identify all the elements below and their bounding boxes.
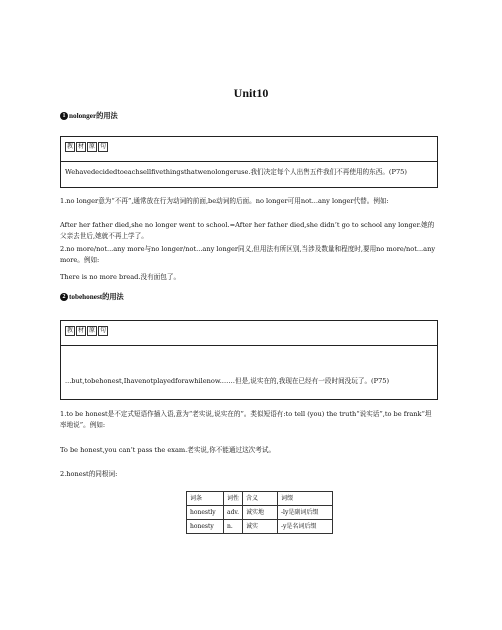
example-sentence: To be honest,you can’t pass the exam.老实说,你不能通过这次考试。	[60, 446, 276, 454]
table-cell: -y是名词后缀	[278, 520, 333, 534]
table-cell: 诚实	[243, 520, 278, 534]
example-sentence: There is no more bread.没有面包了。	[60, 273, 181, 281]
section-heading-text: nolonger的用法	[69, 112, 118, 120]
textbook-sentence-box	[60, 320, 438, 400]
tag-char: 句	[99, 143, 106, 150]
tag-char: 教	[66, 143, 73, 150]
tag-char: 教	[66, 327, 73, 334]
tag-char: 原	[88, 143, 95, 150]
section-heading-text: tobehonest的用法	[69, 293, 124, 301]
page-title: Unit10	[233, 86, 269, 100]
table-header-cell: 含义	[243, 492, 278, 506]
section-number-badge: 2	[60, 293, 68, 301]
table-cell: honesty	[187, 520, 224, 534]
example-sentence: After her father died,she no longer went to school.=After her father died,she didn’t go to school any longer.她的父亲去世后,她就不再上学了。	[60, 221, 435, 240]
word-family-table	[186, 491, 333, 534]
textbook-sentence-tags	[65, 142, 109, 152]
textbook-sentence: Wehavedecidedtoeachsellfivethingsthatwenolongeruse.我们决定每个人出售五件我们不再使用的东西。(P75)	[61, 161, 437, 178]
section-heading-2	[60, 292, 124, 302]
explanation-paragraph: 2.no more/not...any more与no longer/not...any longer同义,但用法有所区别,当涉及数量和程度时,要用no more/not...any more。例如:	[60, 245, 436, 264]
textbook-sentence-box	[60, 136, 438, 188]
table-row	[187, 506, 333, 520]
explanation-paragraph: 2.honest的同根词:	[60, 470, 118, 478]
textbook-sentence-tags	[65, 326, 109, 336]
section-number-badge: 1	[60, 112, 68, 120]
table-cell: -ly是副词后缀	[278, 506, 333, 520]
table-header-cell: 词性	[224, 492, 243, 506]
explanation-paragraph: 1.to be honest是不定式短语作插入语,意为“老实说,说实在的”。类似短语有:to tell (you) the truth“说实话”,to be frank“坦率地说”。例如:	[60, 410, 432, 429]
table-row	[187, 520, 333, 534]
table-header-row	[187, 492, 333, 506]
textbook-sentence: ...but,tobehonest,Ihavenotplayedforawhilenow.……但是,说实在的,我现在已经有一段时间没玩了。(P75)	[61, 345, 437, 387]
tag-char: 原	[88, 327, 95, 334]
explanation-paragraph: 1.no longer意为“不再”,通常放在行为动词的前面,be动词的后面。no longer可用not...any longer代替。例如:	[60, 197, 389, 205]
table-cell: adv.	[224, 506, 243, 520]
tag-char: 材	[77, 143, 84, 150]
table-header-cell: 词缀	[278, 492, 333, 506]
table-cell: n.	[224, 520, 243, 534]
section-heading-1	[60, 111, 118, 121]
table-header-cell: 词条	[187, 492, 224, 506]
table-cell: honestly	[187, 506, 224, 520]
tag-char: 材	[77, 327, 84, 334]
table-cell: 诚实地	[243, 506, 278, 520]
tag-char: 句	[99, 327, 106, 334]
